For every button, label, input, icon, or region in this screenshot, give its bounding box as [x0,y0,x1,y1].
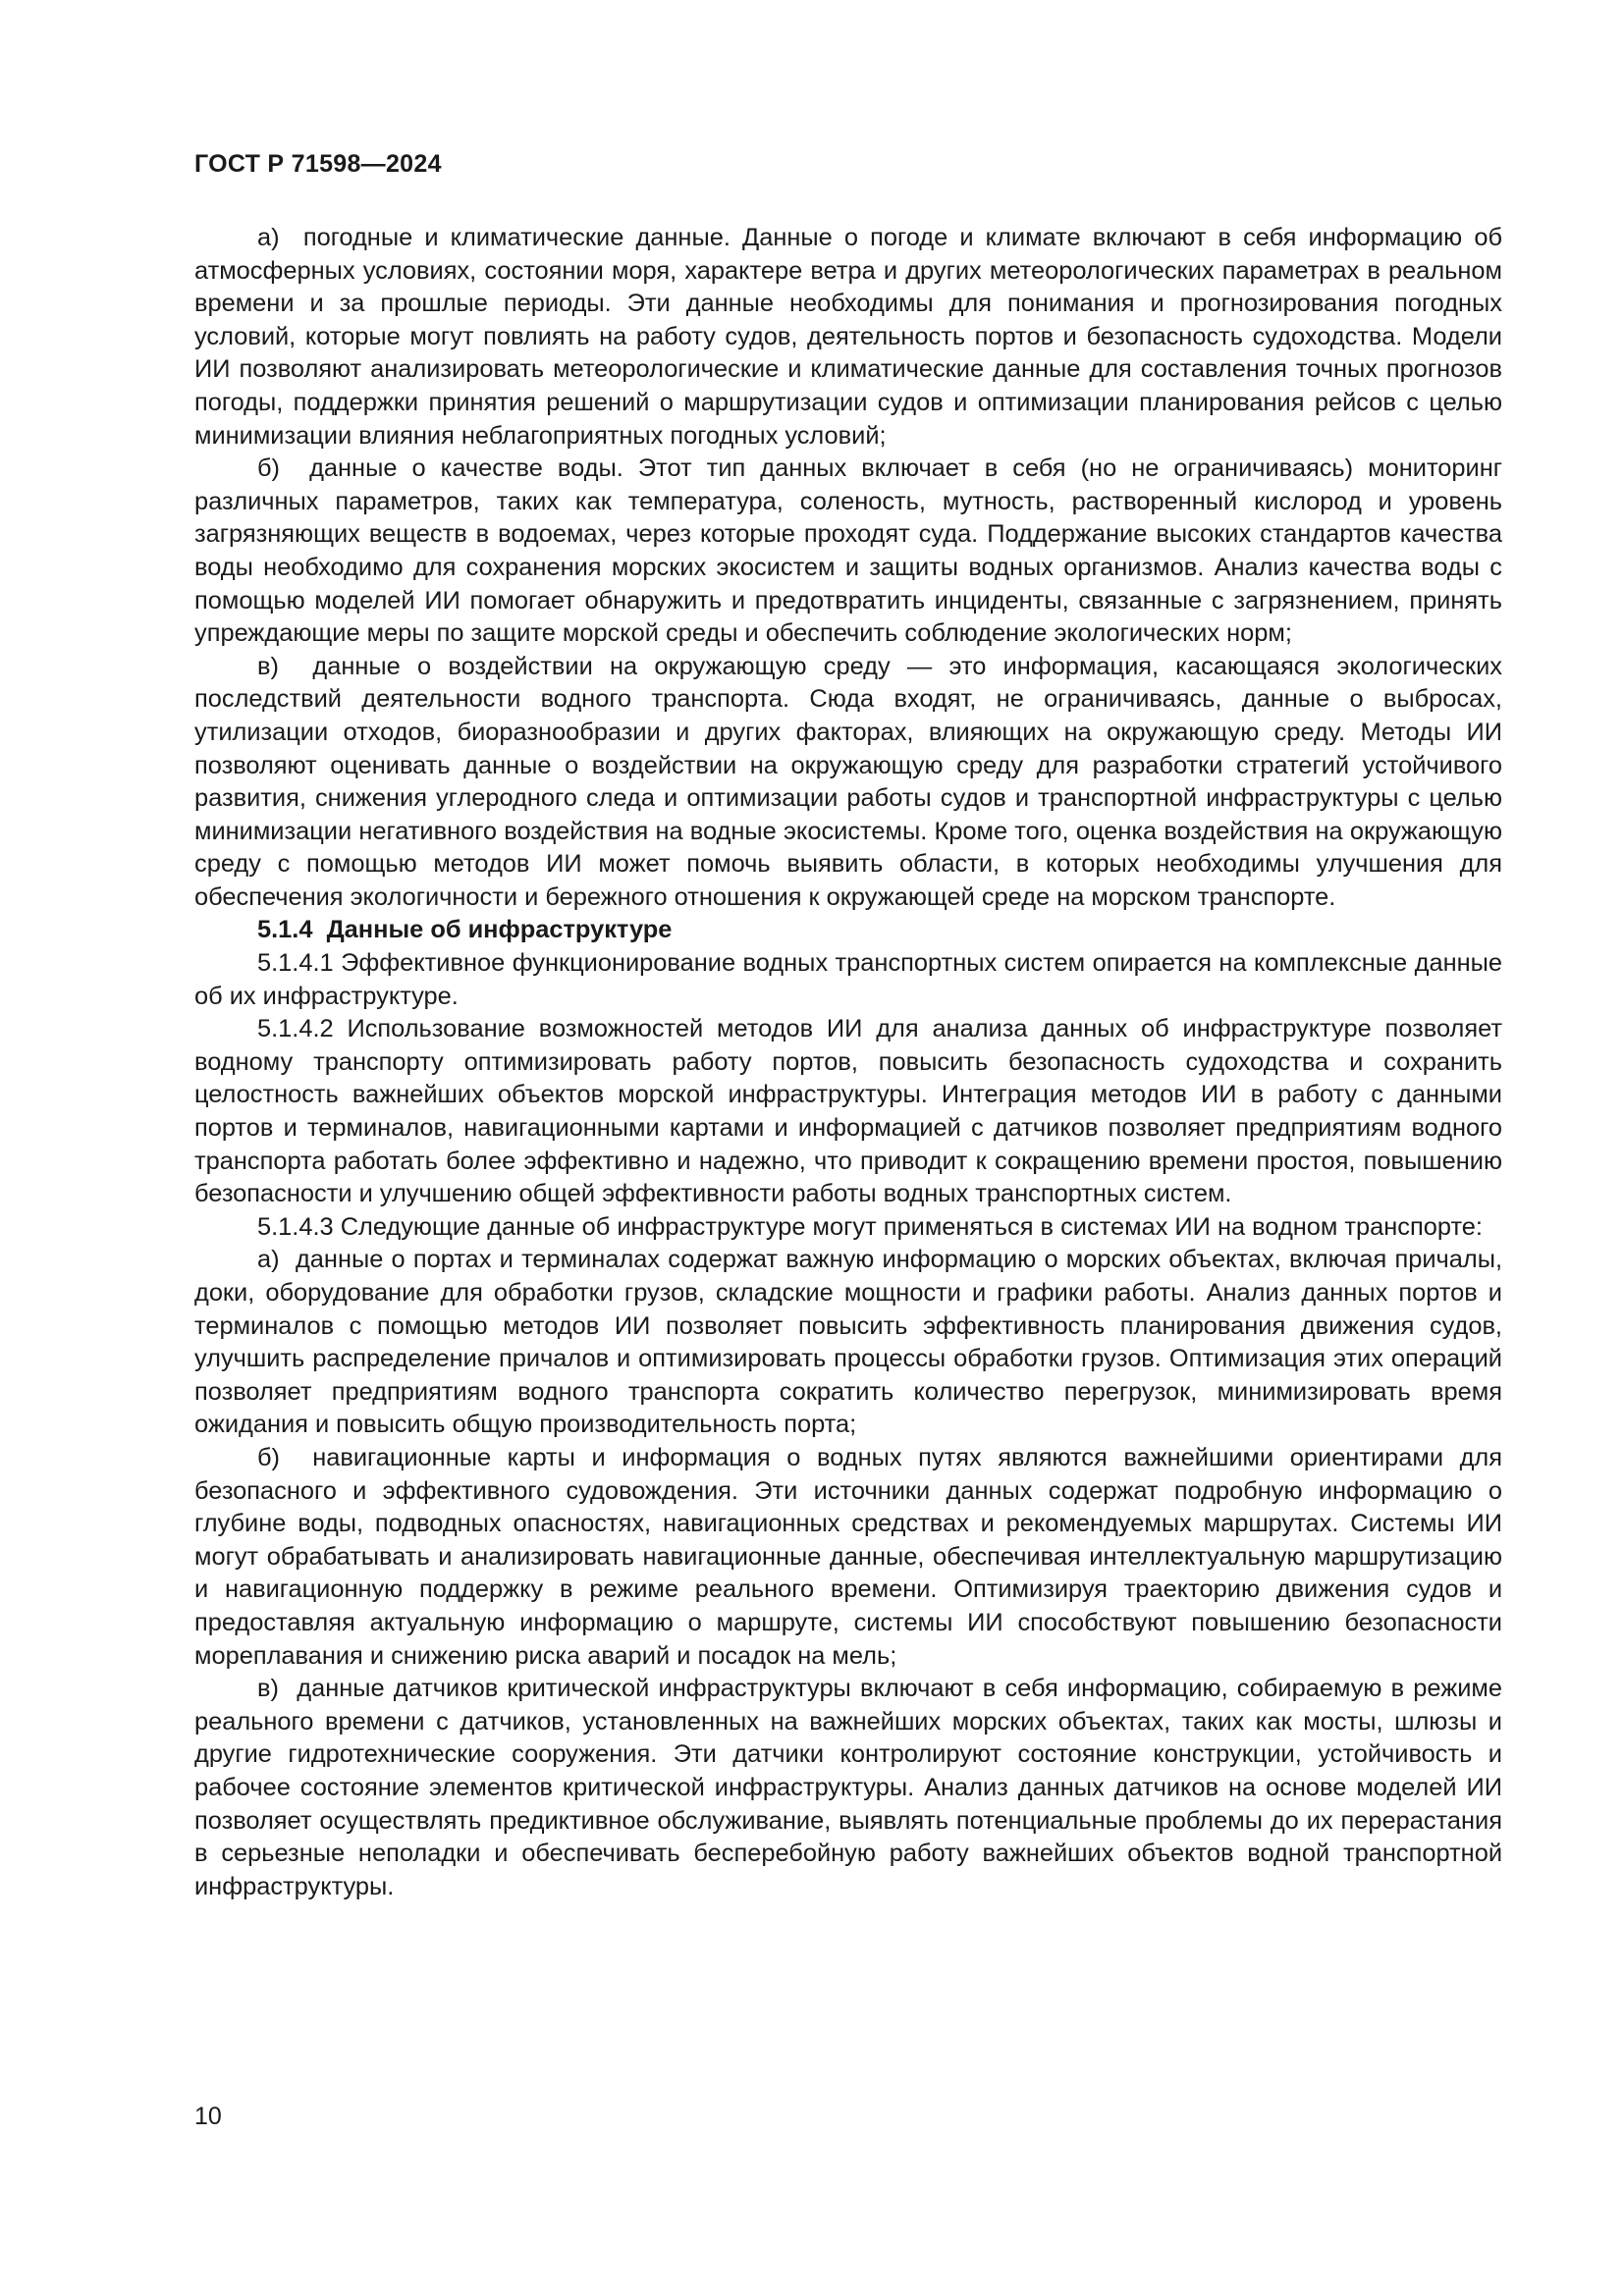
paragraph-weather-data: а) погодные и климатические данные. Данные о погоде и климате включают в себя информацию об атмосферных условиях, состоянии моря, характере ветра и других метеорологических параметрах в реальном времени и за прошлые периоды. Эти данные необходимы для понимания и прогнозирования погодных условий, которые могут повлиять на работу судов, деятельность портов и безопасность судоходства. Модели ИИ позволяют анализировать метеорологические и климатические данные для составления точных прогнозов погоды, поддержки принятия решений о маршрутизации судов и оптимизации планирования рейсов с целью минимизации влияния неблагоприятных погодных условий; [194,224,1502,450]
paragraph-water-quality-data: б) данные о качестве воды. Этот тип данных включает в себя (но не ограничиваясь) мониторинг различных параметров, таких как температура, соленость, мутность, растворенный кислород и уровень загрязняющих веществ в водоемах, через которые проходят суда. Поддержание высоких стандартов качества воды необходимо для сохранения морских экосистем и защиты водных организмов. Анализ качества воды с помощью моделей ИИ помогает обнаружить и предотвратить инциденты, связанные с загрязнением, принять упреждающие меры по защите морской среды и обеспечить соблюдение экологических норм; [194,454,1502,648]
paragraph-5-1-4-1: 5.1.4.1 Эффективное функционирование водных транспортных систем опирается на комплексные данные об их инфраструктуре. [194,949,1502,1010]
page-number: 10 [194,2103,222,2130]
section-heading-5-1-4: 5.1.4 Данные об инфраструктуре [257,916,673,944]
paragraph-navigation-charts-data: б) навигационные карты и информация о водных путях являются важнейшими ориентирами для безопасного и эффективного судовождения. Эти источники данных содержат подробную информацию о глубине воды, подводных опасностях, навигационных средствах и рекомендуемых маршрутах. Системы ИИ могут обрабатывать и анализировать навигационные данные, обеспечивая интеллектуальную маршрутизацию и навигационную поддержку в режиме реального времени. Оптимизируя траекторию движения судов и предоставляя актуальную информацию о маршруте, системы ИИ способствуют повышению безопасности мореплавания и снижению риска аварий и посадок на мель; [194,1443,1502,1670]
body-text [194,222,1502,1903]
paragraph-environmental-impact-data: в) данные о воздействии на окружающую среду — это информация, касающаяся экологических последствий деятельности водного транспорта. Сюда входят, не ограничиваясь, данные о выбросах, утилизации отходов, биоразнообразии и других факторах, влияющих на окружающую среду. Методы ИИ позволяют оценивать данные о воздействии на окружающую среду для разработки стратегий устойчивого развития, снижения углеродного следа и оптимизации работы судов и транспортной инфраструктуры с целью минимизации негативного воздействия на водные экосистемы. Кроме того, оценка воздействия на окружающую среду с помощью методов ИИ может помочь выявить области, в которых необходимы улучшения для обеспечения экологичности и бережного отношения к окружающей среде на морском транспорте. [194,652,1502,911]
paragraph-sensor-data: в) данные датчиков критической инфраструктуры включают в себя информацию, собираемую в режиме реального времени с датчиков, установленных на важнейших морских объектах, таких как мосты, шлюзы и другие гидротехнические сооружения. Эти датчики контролируют состояние конструкции, устойчивость и рабочее состояние элементов критической инфраструктуры. Анализ данных датчиков на основе моделей ИИ позволяет осуществлять предиктивное обслуживание, выявлять потенциальные проблемы до их перерастания в серьезные неполадки и обеспечивать бесперебойную работу важнейших объектов водной транспортной инфраструктуры. [194,1675,1502,1900]
paragraph-5-1-4-3: 5.1.4.3 Следующие данные об инфраструктуре могут применяться в системах ИИ на водном транспорте: [257,1212,1483,1241]
paragraph-ports-terminals-data: а) данные о портах и терминалах содержат важную информацию о морских объектах, включая причалы, доки, оборудование для обработки грузов, складские мощности и графики работы. Анализ данных портов и терминалов с помощью методов ИИ позволяет повысить эффективность планирования движения судов, улучшить распределение причалов и оптимизировать процессы обработки грузов. Оптимизация этих операций позволяет предприятиям водного транспорта сократить количество перегрузок, минимизировать время ожидания и повысить общую производительность порта; [194,1246,1502,1439]
paragraph-5-1-4-2: 5.1.4.2 Использование возможностей методов ИИ для анализа данных об инфраструктуре позволяет водному транспорту оптимизировать работу портов, повысить безопасность судоходства и сохранить целостность важнейших объектов морской инфраструктуры. Интеграция методов ИИ в работу с данными портов и терминалов, навигационными картами и информацией с датчиков позволяет предприятиям водного транспорта работать более эффективно и надежно, что приводит к сокращению времени простоя, повышению безопасности и улучшению общей эффективности работы водных транспортных систем. [194,1015,1502,1208]
document-code-header: ГОСТ Р 71598—2024 [194,150,442,178]
